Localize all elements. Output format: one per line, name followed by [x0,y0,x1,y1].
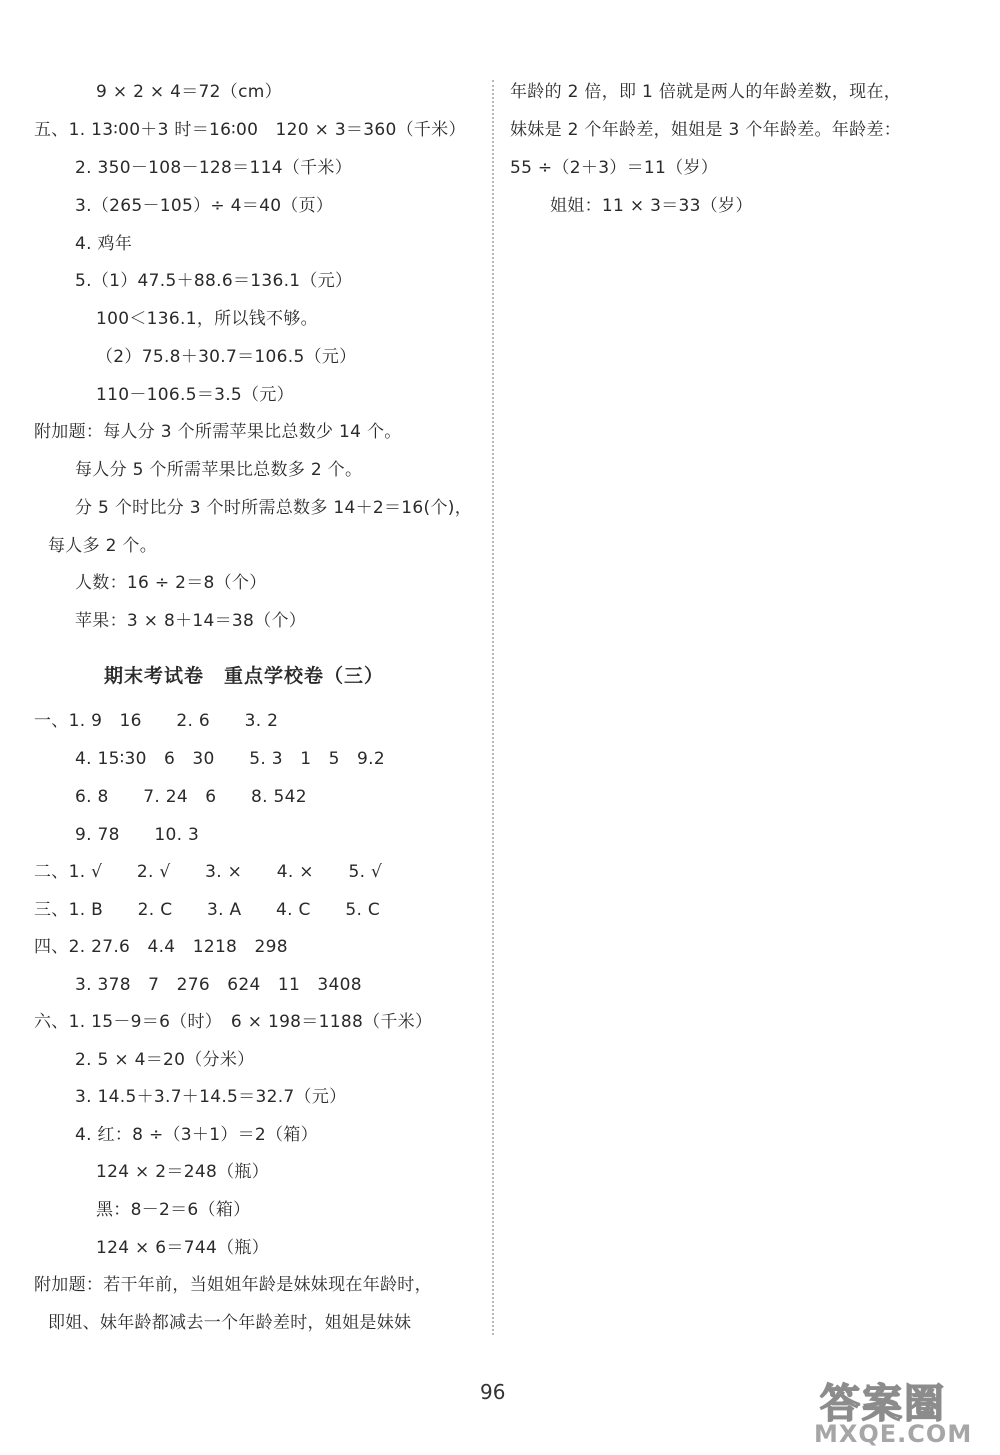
answer-line: 黑：8－2＝6（箱） [96,1200,251,1220]
answer-line: 3.（265－105）÷ 4＝40（页） [75,196,334,216]
answer-line: （2）75.8＋30.7＝106.5（元） [96,347,357,367]
answer-line: 9. 78 10. 3 [75,825,200,845]
answer-line: 4. 鸡年 [75,234,133,254]
answer-line: 六、1. 15－9＝6（时） 6 × 198＝1188（千米） [34,1012,433,1032]
answer-line: 苹果：3 × 8＋14＝38（个） [75,611,307,631]
answer-line: 每人分 5 个所需苹果比总数多 2 个。 [75,460,363,480]
answer-line: 5.（1）47.5＋88.6＝136.1（元） [75,271,353,291]
watermark-logo-text: 答案圈 [820,1381,946,1427]
answer-line: 110－106.5＝3.5（元） [96,385,294,405]
answer-line: 附加题：若干年前，当姐姐年龄是妹妹现在年龄时， [34,1275,432,1295]
answer-line: 每人多 2 个。 [48,536,158,556]
answer-line: 9 × 2 × 4＝72（cm） [96,82,282,102]
answer-line: 附加题：每人分 3 个所需苹果比总数少 14 个。 [34,422,402,442]
answer-line: 即姐、妹年龄都减去一个年龄差时，姐姐是妹妹 [48,1313,412,1333]
page-number: 96 [480,1380,506,1404]
answer-line: 3. 14.5＋3.7＋14.5＝32.7（元） [75,1087,347,1107]
watermark-logo [812,1372,992,1450]
answer-line: 三、1. B 2. C 3. A 4. C 5. C [34,900,381,920]
answer-line: 四、2. 27.6 4.4 1218 298 [34,937,288,957]
answer-line: 100＜136.1，所以钱不够。 [96,309,318,329]
answer-line: 年龄的 2 倍，即 1 倍就是两人的年龄差数，现在， [510,82,902,102]
answer-line: 二、1. √ 2. √ 3. × 4. × 5. √ [34,862,383,882]
watermark-url: MXQE.COM [814,1420,973,1448]
section-title: 期末考试卷 重点学校卷（三） [104,665,385,687]
answer-line: 一、1. 9 16 2. 6 3. 2 [34,711,279,731]
answer-line: 2. 5 × 4＝20（分米） [75,1050,255,1070]
answer-line: 分 5 个时比分 3 个时所需总数多 14＋2＝16(个)， [75,498,472,518]
answer-line: 3. 378 7 276 624 11 3408 [75,975,362,995]
answer-line: 妹妹是 2 个年龄差，姐姐是 3 个年龄差。年龄差： [510,120,902,140]
answer-line: 人数：16 ÷ 2＝8（个） [75,573,267,593]
column-divider [492,80,494,1335]
answer-line: 55 ÷（2＋3）＝11（岁） [510,158,719,178]
answer-line: 6. 8 7. 24 6 8. 542 [75,787,307,807]
answer-line: 124 × 6＝744（瓶） [96,1238,269,1258]
answer-line: 4. 红：8 ÷（3＋1）＝2（箱） [75,1125,318,1145]
answer-line: 五、1. 13∶00＋3 时＝16∶00 120 × 3＝360（千米） [34,120,466,140]
answer-line: 姐姐：11 × 3＝33（岁） [550,196,753,216]
answer-line: 4. 15∶30 6 30 5. 3 1 5 9.2 [75,749,385,769]
answer-line: 124 × 2＝248（瓶） [96,1162,269,1182]
answer-line: 2. 350－108－128＝114（千米） [75,158,353,178]
